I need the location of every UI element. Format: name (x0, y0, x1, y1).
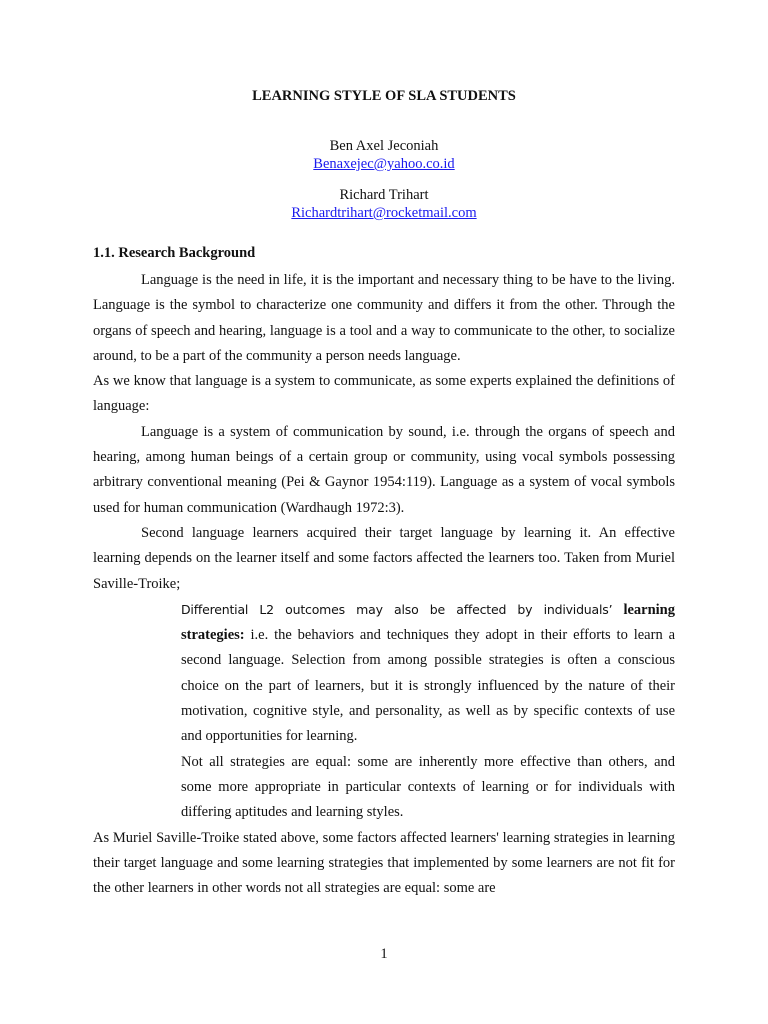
author-1 (93, 137, 675, 173)
quote-text: i.e. the behaviors and techniques they adopt in their efforts to learn a second language. Selection from among possible strategies is often a conscious choice on the part of learners, but it is strongly influenced by the nature of their motivation, cognitive style, and personality, as well as by specific contexts of use and opportunities for learning. (181, 627, 675, 745)
author-email-link[interactable]: Richardtrihart@rocketmail.com (291, 205, 477, 221)
quote-lead: Differential L2 outcomes may also be affected by individuals’ (181, 601, 613, 617)
author-name: Richard Trihart (339, 187, 429, 203)
author-2 (93, 186, 675, 222)
paragraph: As we know that language is a system to communicate, as some experts explained the definitions of language: (93, 373, 675, 415)
paragraph: As Muriel Saville-Troike stated above, some factors affected learners' learning strategies in learning their target language and some learning strategies that implemented by some learners are not fit for the other learners in other words not all strategies are equal: some are (93, 829, 675, 897)
author-name: Ben Axel Jeconiah (329, 138, 439, 154)
page-number: 1 (380, 946, 388, 962)
paragraph: Language is a system of communication by sound, i.e. through the organs of speech and hearing, among human beings of a certain group or community, using vocal symbols possessing arbitrary conventional meaning (Pei & Gaynor 1954:119). Language as a system of vocal symbols used for human communication (Wardhaugh 1972:3). (93, 423, 675, 516)
paragraph: Language is the need in life, it is the important and necessary thing to be have to the living. Language is the symbol to characterize one community and differs it from the other. Through the organs of speech and hearing, language is a tool and a way to communicate to the other, to socialize around, to be a part of the community a person needs language. (93, 272, 675, 364)
paper-title: LEARNING STYLE OF SLA STUDENTS (252, 88, 516, 104)
section-body (93, 268, 675, 901)
author-email-link[interactable]: Benaxejec@yahoo.co.id (313, 156, 455, 172)
document-page (93, 0, 675, 1024)
block-quote-second: Not all strategies are equal: some are inherently more effective than others, and some more appropriate in particular contexts of learning or for individuals with differing aptitudes and learning styles. (181, 753, 675, 821)
block-quote (181, 597, 675, 750)
section-heading: 1.1. Research Background (93, 245, 256, 261)
paragraph: Second language learners acquired their target language by learning it. An effective learning depends on the learner itself and some factors affected the learners too. Taken from Muriel Saville-Troike; (93, 524, 675, 592)
quote-bold-term: learning strategies: (181, 601, 675, 644)
